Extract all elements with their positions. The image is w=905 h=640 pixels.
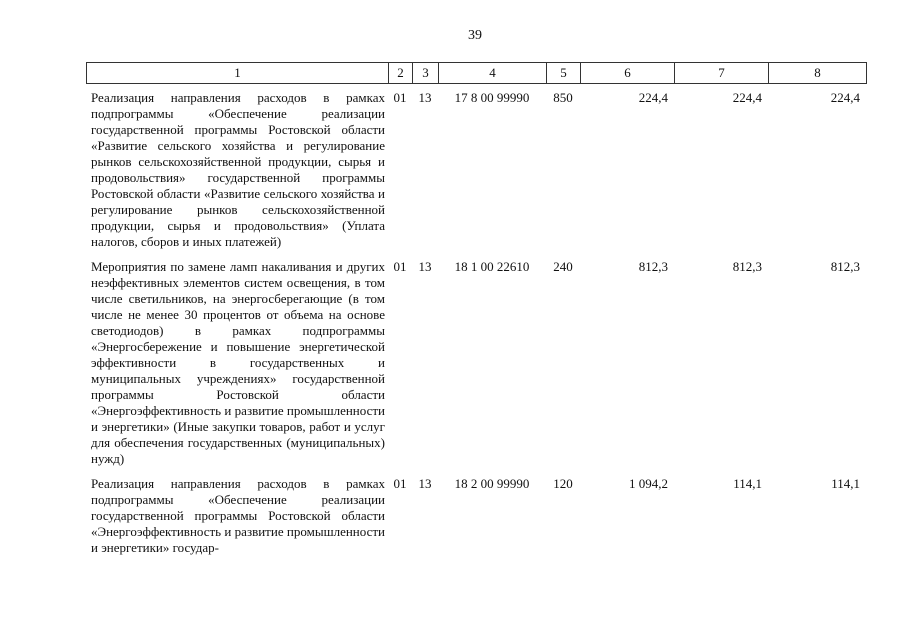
row-expense-type: 120 <box>553 476 573 491</box>
header-row <box>87 63 867 84</box>
row-subsection: 13 <box>418 90 432 105</box>
row-amount-col7: 812,3 <box>732 259 762 274</box>
row-description: Мероприятия по замене ламп накаливания и других неэффективных элементов систем освещения, в том числе светильников, на энергосберегающие (в том числе не менее 30 процентов от объема на основе светодиодов) в рамках подпрограммы «Энергосбережение и повышение энергетической эффективности в государственных и муниципальных учреждениях» государственной программы Ростовской области «Энергоэффективность и развитие промышленности и энергетики» (Иные закупки товаров, работ и услуг для обеспечения государственных (муниципальных) нужд) <box>91 259 385 466</box>
row-amount-col8: 224,4 <box>830 90 860 105</box>
row-expense-type: 240 <box>553 259 573 274</box>
column-header-table <box>86 62 867 84</box>
row-description: Реализация направления расходов в рамках подпрограммы «Обеспечение реализации государственной программы Ростовской области «Энергоэффективность и развитие промышленности и энергетики» государ- <box>91 476 385 555</box>
row-target-code: 18 1 00 22610 <box>454 259 530 274</box>
row-amount-col7: 224,4 <box>732 90 762 105</box>
row-amount-col8: 114,1 <box>831 476 860 491</box>
row-description: Реализация направления расходов в рамках подпрограммы «Обеспечение реализации государственной программы Ростовской области «Развитие сельского хозяйства и регулирование рынков сельскохозяйственной продукции, сырья и продовольствия» государственной программы Ростовской области «Развитие сельского хозяйства и регулирование рынков сельскохозяйственной продукции, сырья и продовольствия» (Уплата налогов, сборов и иных платежей) <box>91 90 385 249</box>
header-col-2: 2 <box>389 63 413 84</box>
row-section: 01 <box>393 259 407 274</box>
header-col-8: 8 <box>769 63 867 84</box>
row-amount-col8: 812,3 <box>830 259 860 274</box>
header-col-5: 5 <box>547 63 581 84</box>
row-amount-col7: 114,1 <box>733 476 762 491</box>
row-amount-col6: 812,3 <box>638 259 668 274</box>
table-row <box>86 90 866 250</box>
row-subsection: 13 <box>418 259 432 274</box>
row-target-code: 18 2 00 99990 <box>454 476 530 491</box>
row-amount-col6: 1 094,2 <box>629 476 668 491</box>
row-expense-type: 850 <box>553 90 573 105</box>
row-section: 01 <box>393 90 407 105</box>
table-body <box>86 90 866 565</box>
row-subsection: 13 <box>418 476 432 491</box>
header-col-1: 1 <box>87 63 389 84</box>
header-col-4: 4 <box>439 63 547 84</box>
header-col-3: 3 <box>413 63 439 84</box>
page-number: 39 <box>468 28 482 43</box>
table-row <box>86 476 866 556</box>
header-col-7: 7 <box>675 63 769 84</box>
row-amount-col6: 224,4 <box>638 90 668 105</box>
header-col-6: 6 <box>581 63 675 84</box>
row-section: 01 <box>393 476 407 491</box>
table-row <box>86 259 866 467</box>
row-target-code: 17 8 00 99990 <box>454 90 530 105</box>
